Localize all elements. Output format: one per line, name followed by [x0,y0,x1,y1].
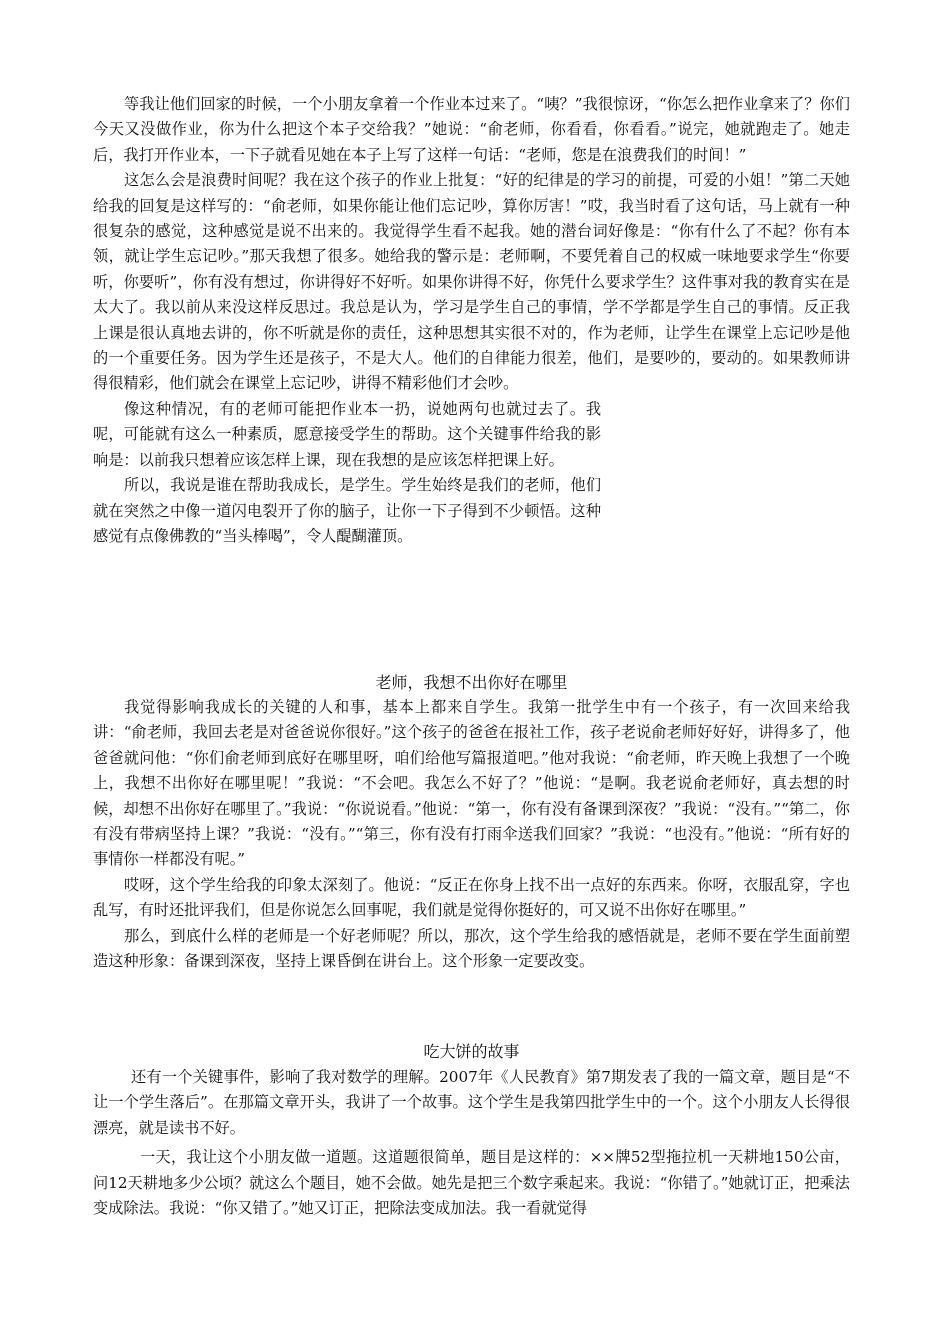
section-good-teacher [93,695,850,974]
paragraph: 一天，我让这个小朋友做一道题。这道题很简单，题目是这样的：××牌52型拖拉机一天耕地150公亩，问12天耕地多少公顷？就这么个题目，她不会做。她先是把三个数字乘起来。我说：“你错了。”她就订正，把乘法变成除法。我说：“你又错了。”她又订正，把除法变成加法。我一看就觉得 [93,1148,850,1218]
paragraph: 还有一个关键事件，影响了我对数学的理解。2007年《人民教育》第7期发表了我的一篇文章，题目是“不让一个学生落后”。在那篇文章开头，我讲了一个故事。这个学生是我第四批学生中的一个。这个小朋友人长得很漂亮，就是读书不好。 [93,1068,850,1137]
paragraph: 哎呀，这个学生给我的印象太深刻了。他说：“反正在你身上找不出一点好的东西来。你呀，衣服乱穿，字也乱写，有时还批评我们，但是你说怎么回事呢，我们就是觉得你挺好的，可又说不出你好在哪里。” [93,875,850,920]
section-title: 老师，我想不出你好在哪里 [375,673,568,692]
paragraph: 所以，我说是谁在帮助我成长，是学生。学生始终是我们的老师，他们就在突然之中像一道闪电裂开了你的脑子，让你一下子得到不少顿悟。这种感觉有点像佛教的“当头棒喝”，令人醍醐灌顶。 [93,476,601,545]
paragraph: 等我让他们回家的时候，一个小朋友拿着一个作业本过来了。“咦？”我很惊讶，“你怎么把作业拿来了？你们今天又没做作业，你为什么把这个本子交给我？”她说：“俞老师，你看看，你看看。”说完，她就跑走了。她走后，我打开作业本，一下子就看见她在本子上写了这样一句话：“老师，您是在浪费我们的时间！” [93,95,850,164]
section-classroom-noise [93,92,850,549]
paragraph: 像这种情况，有的老师可能把作业本一扔，说她两句也就过去了。我呢，可能就有这么一种素质，愿意接受学生的帮助。这个关键事件给我的影响是：以前我只想着应该怎样上课，现在我想的是应该怎样把课上好。 [93,399,601,469]
paragraph: 这怎么会是浪费时间呢？我在这个孩子的作业上批复：“好的纪律是的学习的前提，可爱的小姐！”第二天她给我的回复是这样写的：“俞老师，如果你能让他们忘记吵，算你厉害！”哎，我当时看了这句话，马上就有一种很复杂的感觉，这种感觉是说不出来的。我觉得学生看不起我。她的潜台词好像是：“你有什么了不起？你有本领，就让学生忘记吵。”那天我想了很多。她给我的警示是：老师啊，不要凭着自己的权威一味地要求学生“你要听，你要听”，你有没有想过，你讲得好不好听。如果你讲得不好，你凭什么要求学生？这件事对我的教育实在是太大了。我以前从来没这样反思过。我总是认为，学习是学生自己的事情，学不学都是学生自己的事情。反正我上课是很认真地去讲的，你不听就是你的责任，这种思想其实很不对的，作为老师，让学生在课堂上忘记吵是他的一个重要任务。因为学生还是孩子，不是大人。他们的自律能力很差，他们，是要吵的，要动的。如果教师讲得很精彩，他们就会在课堂上忘记吵，讲得不精彩他们才会吵。 [93,171,850,393]
paragraph: 我觉得影响我成长的关键的人和事，基本上都来自学生。我第一批学生中有一个孩子，有一次回来给我讲：“俞老师，我回去老是对爸爸说你很好。”这个孩子的爸爸在报社工作，孩子老说俞老师好好好，讲得多了，他爸爸就问他：“你们俞老师到底好在哪里呀，咱们给他写篇报道吧。”他对我说：“俞老师，昨天晚上我想了一个晚上，我想不出你好在哪里呢！”我说：“不会吧。我怎么不好了？”他说：“是啊。我老说俞老师好，真去想的时候，却想不出你好在哪里了。”我说：“你说说看。”他说：“第一，你有没有备课到深夜？”我说：“没有。”“第二，你有没有带病坚持上课？”我说：“没有。”“第三，你有没有打雨伞送我们回家？”我说：“也没有。”他说：“所有好的事情你一样都没有呢。” [93,698,850,869]
section-title: 吃大饼的故事 [423,1042,520,1061]
paragraph: 那么，到底什么样的老师是一个好老师呢？所以，那次，这个学生给我的感悟就是，老师不要在学生面前塑造这种形象：备课到深夜，坚持上课昏倒在讲台上。这个形象一定要改变。 [93,926,850,971]
section-pancake-story [93,1065,850,1221]
